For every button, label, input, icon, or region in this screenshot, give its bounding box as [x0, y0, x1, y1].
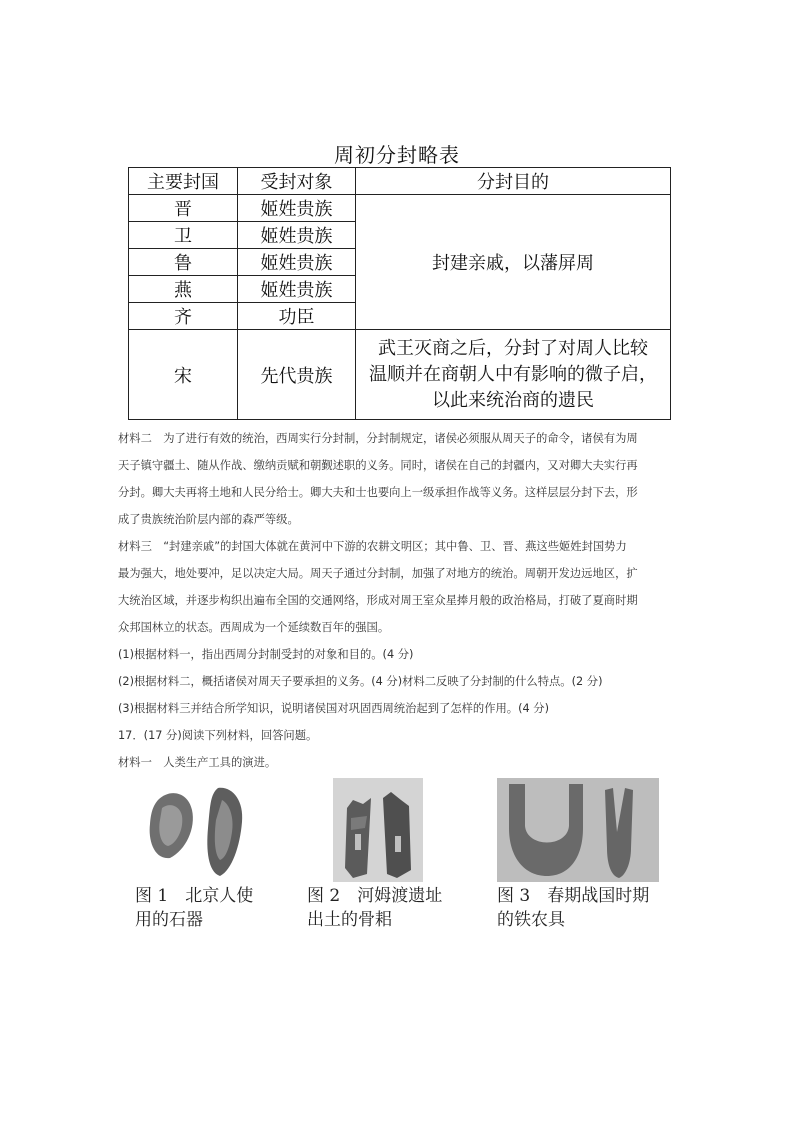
caption-line: 图 3 春期战国时期	[497, 886, 650, 906]
cell-target: 姬姓贵族	[238, 249, 356, 276]
cell-purpose-song	[356, 330, 671, 420]
caption-line: 图 1 北京人使	[135, 886, 254, 906]
cell-state: 燕	[129, 276, 238, 303]
material2-line: 成了贵族统治阶层内部的森严等级。	[118, 513, 299, 526]
cell-state: 宋	[129, 330, 238, 420]
bone-spade-image	[333, 778, 423, 882]
cell-target: 姬姓贵族	[238, 276, 356, 303]
table-row-song	[129, 330, 671, 420]
caption-line: 图 2 河姆渡遗址	[307, 886, 443, 906]
cell-target: 功臣	[238, 303, 356, 330]
question-1: (1)根据材料一，指出西周分封制受封的对象和目的。(4 分)	[118, 648, 414, 661]
purpose-line: 武王灭商之后，分封了对周人比较	[378, 337, 648, 359]
question-2: (2)根据材料二，概括诸侯对周天子要承担的义务。(4 分)材料二反映了分封制的什么特点。(2 分)	[118, 675, 603, 688]
caption-line: 用的石器	[135, 910, 203, 930]
material1-label: 材料一 人类生产工具的演进。	[118, 756, 277, 769]
cell-target: 先代贵族	[238, 330, 356, 420]
figure-1-caption	[135, 884, 253, 932]
header-purpose: 分封目的	[356, 168, 671, 195]
figure-2-photo	[333, 778, 423, 882]
question-17: 17．(17 分)阅读下列材料，回答问题。	[118, 729, 318, 742]
purpose-line: 温顺并在商朝人中有影响的微子启，	[369, 363, 657, 385]
figure-2-caption	[307, 884, 442, 932]
material2-line: 材料二 为了进行有效的统治，西周实行分封制，分封制规定，诸侯必须服从周天子的命令，诸侯有为周	[118, 432, 638, 445]
fengjian-table	[128, 167, 671, 420]
figure-3-caption	[497, 884, 649, 932]
figure-1-photo	[140, 780, 260, 880]
material2-line: 分封。卿大夫再将土地和人民分给士。卿大夫和士也要向上一级承担作战等义务。这样层层分封下去，形	[118, 486, 638, 499]
stone-tools-image	[140, 780, 260, 880]
material3-line: 众邦国林立的状态。西周成为一个延续数百年的强国。	[118, 621, 390, 634]
cell-target: 姬姓贵族	[238, 222, 356, 249]
caption-line: 出土的骨耜	[307, 910, 392, 930]
material2-line: 天子镇守疆土、随从作战、缴纳贡赋和朝觐述职的义务。同时，诸侯在自己的封疆内，又对卿大夫实行再	[118, 459, 638, 472]
table-row	[129, 195, 671, 222]
table-title: 周初分封略表	[334, 143, 460, 167]
purpose-line: 以此来统治商的遗民	[432, 389, 594, 411]
cell-state: 晋	[129, 195, 238, 222]
cell-state: 齐	[129, 303, 238, 330]
material3-line: 大统治区域，并逐步构织出遍布全国的交通网络，形成对周王室众星捧月般的政治格局，打破了夏商时期	[118, 594, 638, 607]
figure-3-photo	[497, 778, 659, 882]
material3-line: 最为强大，地处要冲，足以决定大局。周天子通过分封制，加强了对地方的统治。周朝开发边远地区，扩	[118, 567, 638, 580]
iron-tools-image	[497, 778, 659, 882]
header-target: 受封对象	[238, 168, 356, 195]
cell-state: 卫	[129, 222, 238, 249]
header-state: 主要封国	[129, 168, 238, 195]
question-3: (3)根据材料三并结合所学知识，说明诸侯国对巩固西周统治起到了怎样的作用。(4 分)	[118, 702, 549, 715]
table-header-row	[129, 168, 671, 195]
cell-state: 鲁	[129, 249, 238, 276]
material3-line: 材料三 “封建亲戚”的封国大体就在黄河中下游的农耕文明区；其中鲁、卫、晋、燕这些姬姓封国势力	[118, 540, 627, 553]
cell-purpose-group: 封建亲戚，以藩屏周	[356, 195, 671, 330]
cell-target: 姬姓贵族	[238, 195, 356, 222]
caption-line: 的铁农具	[497, 910, 565, 930]
